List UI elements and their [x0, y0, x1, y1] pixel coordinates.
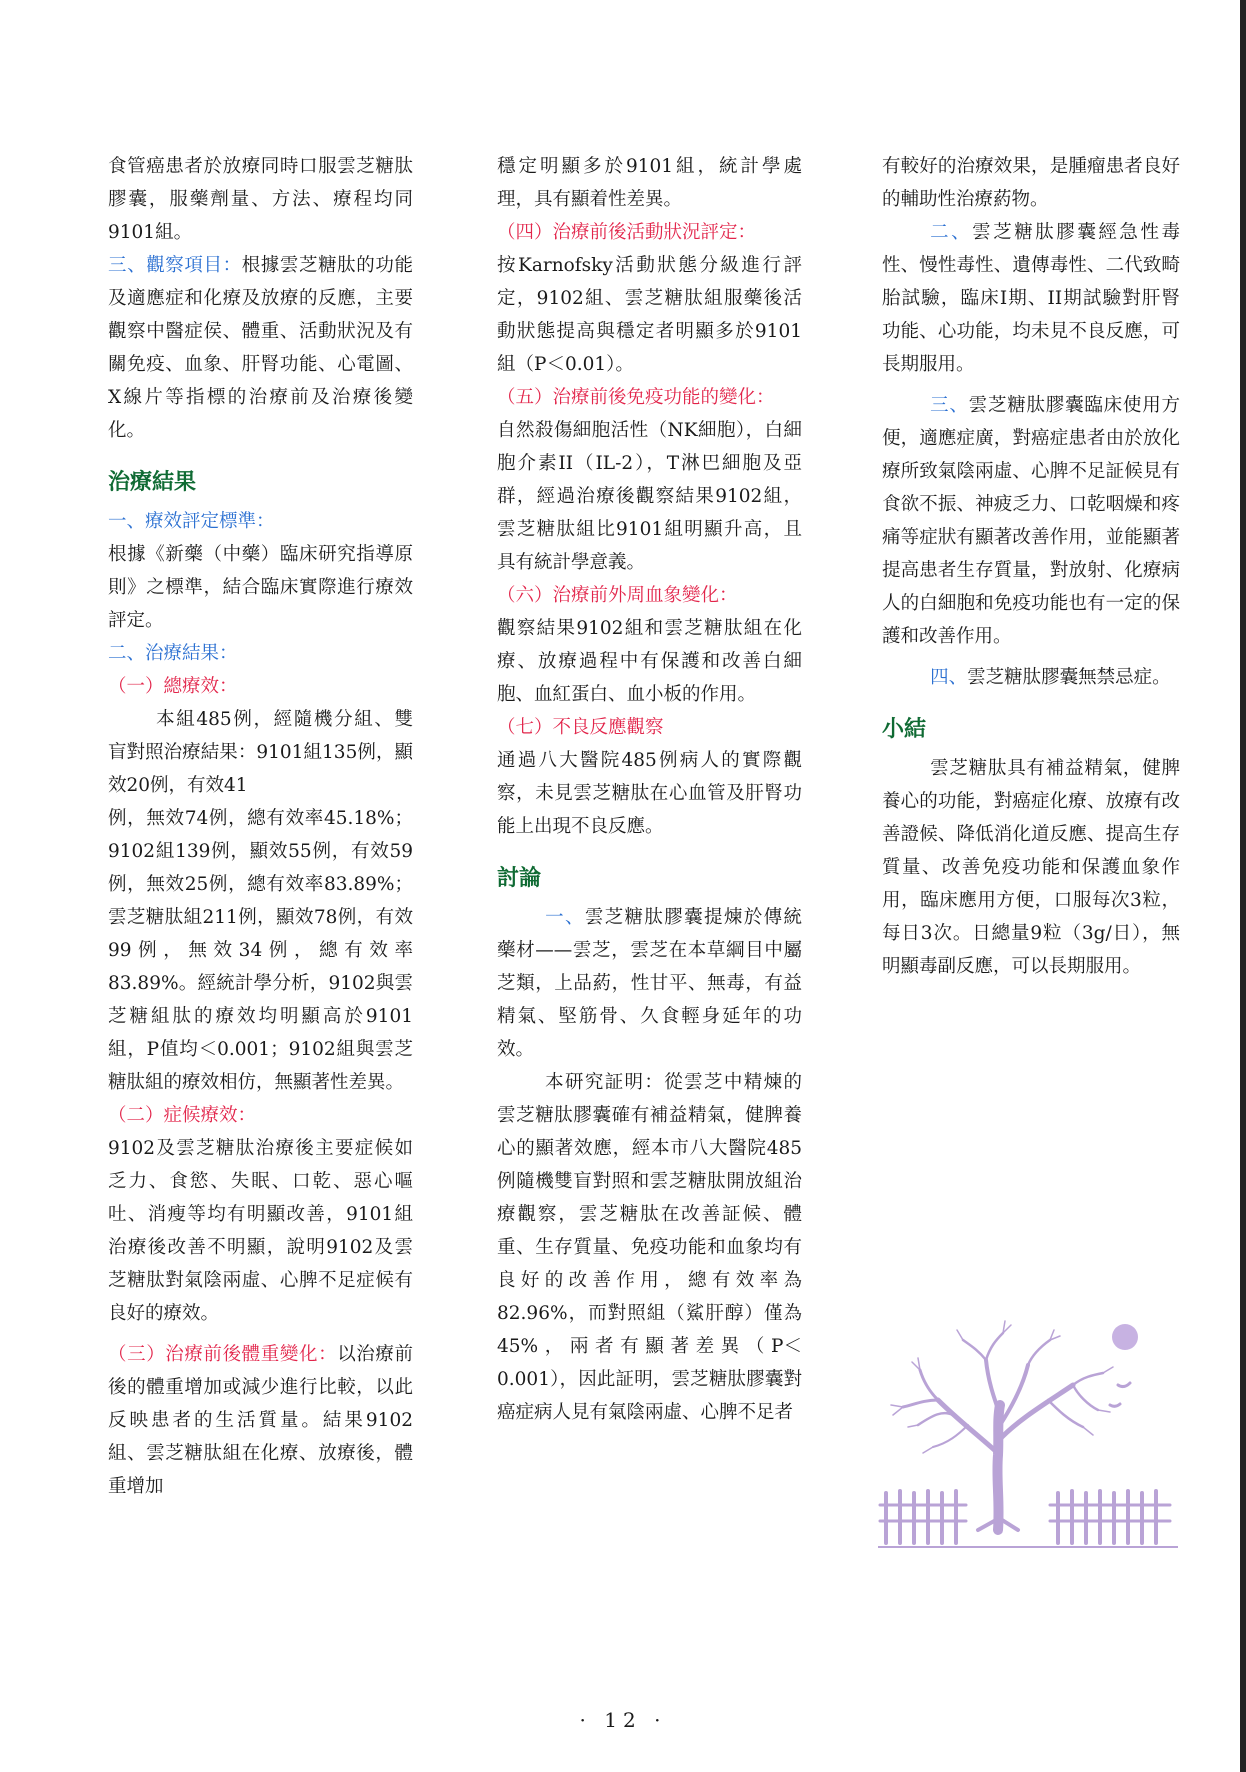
paragraph: 食管癌患者於放療同時口服雲芝糖肽膠囊，服藥劑量、方法、療程均同9101組。: [108, 156, 413, 243]
paragraph: 本研究証明：從雲芝中精煉的雲芝糖肽膠囊確有補益精氣，健脾養心的顯著效應，經本市八大醫院485例隨機雙盲對照和雲芝糖肽開放組治療觀察，雲芝糖肽在改善証候、體重、生存質量、免疫功能和血象均有良好的改善作用，總有效率為82.96%，而對照組（鯊肝醇）僅為45%，兩者有顯著差異（P＜0.001），因此証明，雲芝糖肽膠囊對癌症病人見有氣陰兩虛、心脾不足者: [497, 1072, 802, 1423]
subsection-label: （一）總療效：: [108, 676, 238, 697]
point-label: 一、: [545, 907, 585, 928]
point-label: 二、: [930, 222, 973, 243]
section-weight: [108, 1338, 413, 1503]
section-label: 三、觀察項目：: [108, 255, 242, 276]
paragraph: 9102及雲芝糖肽治療後主要症候如乏力、食慾、失眠、口乾、惡心嘔吐、消瘦等均有明顯改善，9101組治療後改善不明顯，說明9102及雲芝糖肽對氣陰兩虛、心脾不足症候有良好的療效。: [108, 1138, 413, 1324]
point-text: 雲芝糖肽膠囊無禁忌症。: [967, 667, 1171, 688]
paragraph: 自然殺傷細胞活性（NK細胞），白細胞介素II（IL-2），T淋巴細胞及亞群，經過治療後觀察結果9102組，雲芝糖肽組比9101組明顯升高，且具有統計學意義。: [497, 420, 802, 573]
section-text: 根據雲芝糖肽的功能及適應症和化療及放療的反應，主要觀察中醫症侯、體重、活動狀況及有關免疫、血象、肝腎功能、心電圖、X線片等指標的治療前及治療後變化。: [108, 255, 413, 441]
discussion-point: [882, 216, 1180, 381]
paragraph: 觀察結果9102組和雲芝糖肽組在化療、放療過程中有保護和改善白細胞、血紅蛋白、血小板的作用。: [497, 618, 802, 705]
paragraph: 有較好的治療效果，是腫瘤患者良好的輔助性治療葯物。: [882, 156, 1180, 210]
point-text: 雲芝糖肽膠囊臨床使用方便，適應症廣，對癌症患者由於放化療所致氣陰兩虛、心脾不足証候見有食欲不振、神疲乏力、口乾咽燥和疼痛等症狀有顯著改善作用，並能顯著提高患者生存質量，對放射、化療病人的白細胞和免疫功能也有一定的保護和改善作用。: [882, 395, 1180, 647]
heading-summary: 小結: [882, 717, 927, 742]
paragraph: 通過八大醫院485例病人的實際觀察，未見雲芝糖肽在心血管及肝腎功能上出現不良反應。: [497, 750, 802, 837]
subsection-label: 二、治療結果：: [108, 643, 238, 664]
section-observation: [108, 249, 413, 447]
column-2: [497, 150, 802, 1429]
subsection-label: （七）不良反應觀察: [497, 717, 664, 738]
heading-results: 治療結果: [108, 470, 197, 495]
subsection-label: 一、療效評定標準：: [108, 511, 275, 532]
tree-fence-moon-illustration: [878, 1315, 1178, 1555]
column-3: [882, 150, 1180, 983]
subsection-label: （五）治療前後免疫功能的變化：: [497, 387, 775, 408]
discussion-point: [497, 901, 802, 1066]
paragraph: 根據《新藥（中藥）臨床研究指導原則》之標準，結合臨床實際進行療效評定。: [108, 544, 413, 631]
subsection-label: （四）治療前後活動狀況評定：: [497, 222, 757, 243]
point-label: 三、: [930, 395, 969, 416]
heading-discussion: 討論: [497, 866, 542, 891]
paragraph: 雲芝糖肽具有補益精氣，健脾養心的功能，對癌症化療、放療有改善證候、降低消化道反應、提高生存質量、改善免疫功能和保護血象作用，臨床應用方便，口服每次3粒，每日3次。日總量9粒（3g/日），無明顯毒副反應，可以長期服用。: [882, 758, 1180, 977]
discussion-point: [882, 661, 1180, 694]
subsection-label: （二）症候療效：: [108, 1105, 257, 1126]
section-text: 以治療前後的體重增加或減少進行比較，以此反映患者的生活質量。結果9102組、雲芝糖肽組在化療、放療後，體重增加: [108, 1344, 413, 1497]
point-text: 雲芝糖肽膠囊提煉於傳統藥材——雲芝，雲芝在本草綱目中屬芝類，上品葯，性甘平、無毒，有益精氣、堅筋骨、久食輕身延年的功效。: [497, 907, 802, 1060]
discussion-point: [882, 389, 1180, 653]
paragraph: 穩定明顯多於9101組，統計學處理，具有顯着性差異。: [497, 156, 802, 210]
column-1: [108, 150, 413, 1503]
section-label: （三）治療前後體重變化：: [108, 1344, 338, 1365]
paragraph: 按Karnofsky活動狀態分級進行評定，9102組、雲芝糖肽組服藥後活動狀態提高與穩定者明顯多於9101組（P＜0.01）。: [497, 255, 802, 375]
point-label: 四、: [930, 667, 968, 688]
subsection-label: （六）治療前外周血象變化：: [497, 585, 738, 606]
page-number: · 12 ·: [579, 1708, 667, 1732]
paragraph: 例，無效74例，總有效率45.18%；9102組139例，顯效55例，有效59例，無效25例，總有效率83.89%；雲芝糖肽組211例，顯效78例，有效99例，無效34例，總有效率83.89%。經統計學分析，9102與雲芝糖組肽的療效均明顯高於9101組，P值均＜0.001；9102組與雲芝糖肽組的療效相仿，無顯著性差異。: [108, 808, 413, 1093]
scan-edge: [1240, 0, 1246, 1772]
point-text: 雲芝糖肽膠囊經急性毒性、慢性毒性、遺傳毒性、二代致畸胎試驗，臨床I期、II期試驗對肝腎功能、心功能，均未見不良反應，可長期服用。: [882, 222, 1180, 375]
paragraph: 本組485例，經隨機分組、雙盲對照治療結果：9101組135例，顯效20例，有效41: [108, 709, 413, 796]
